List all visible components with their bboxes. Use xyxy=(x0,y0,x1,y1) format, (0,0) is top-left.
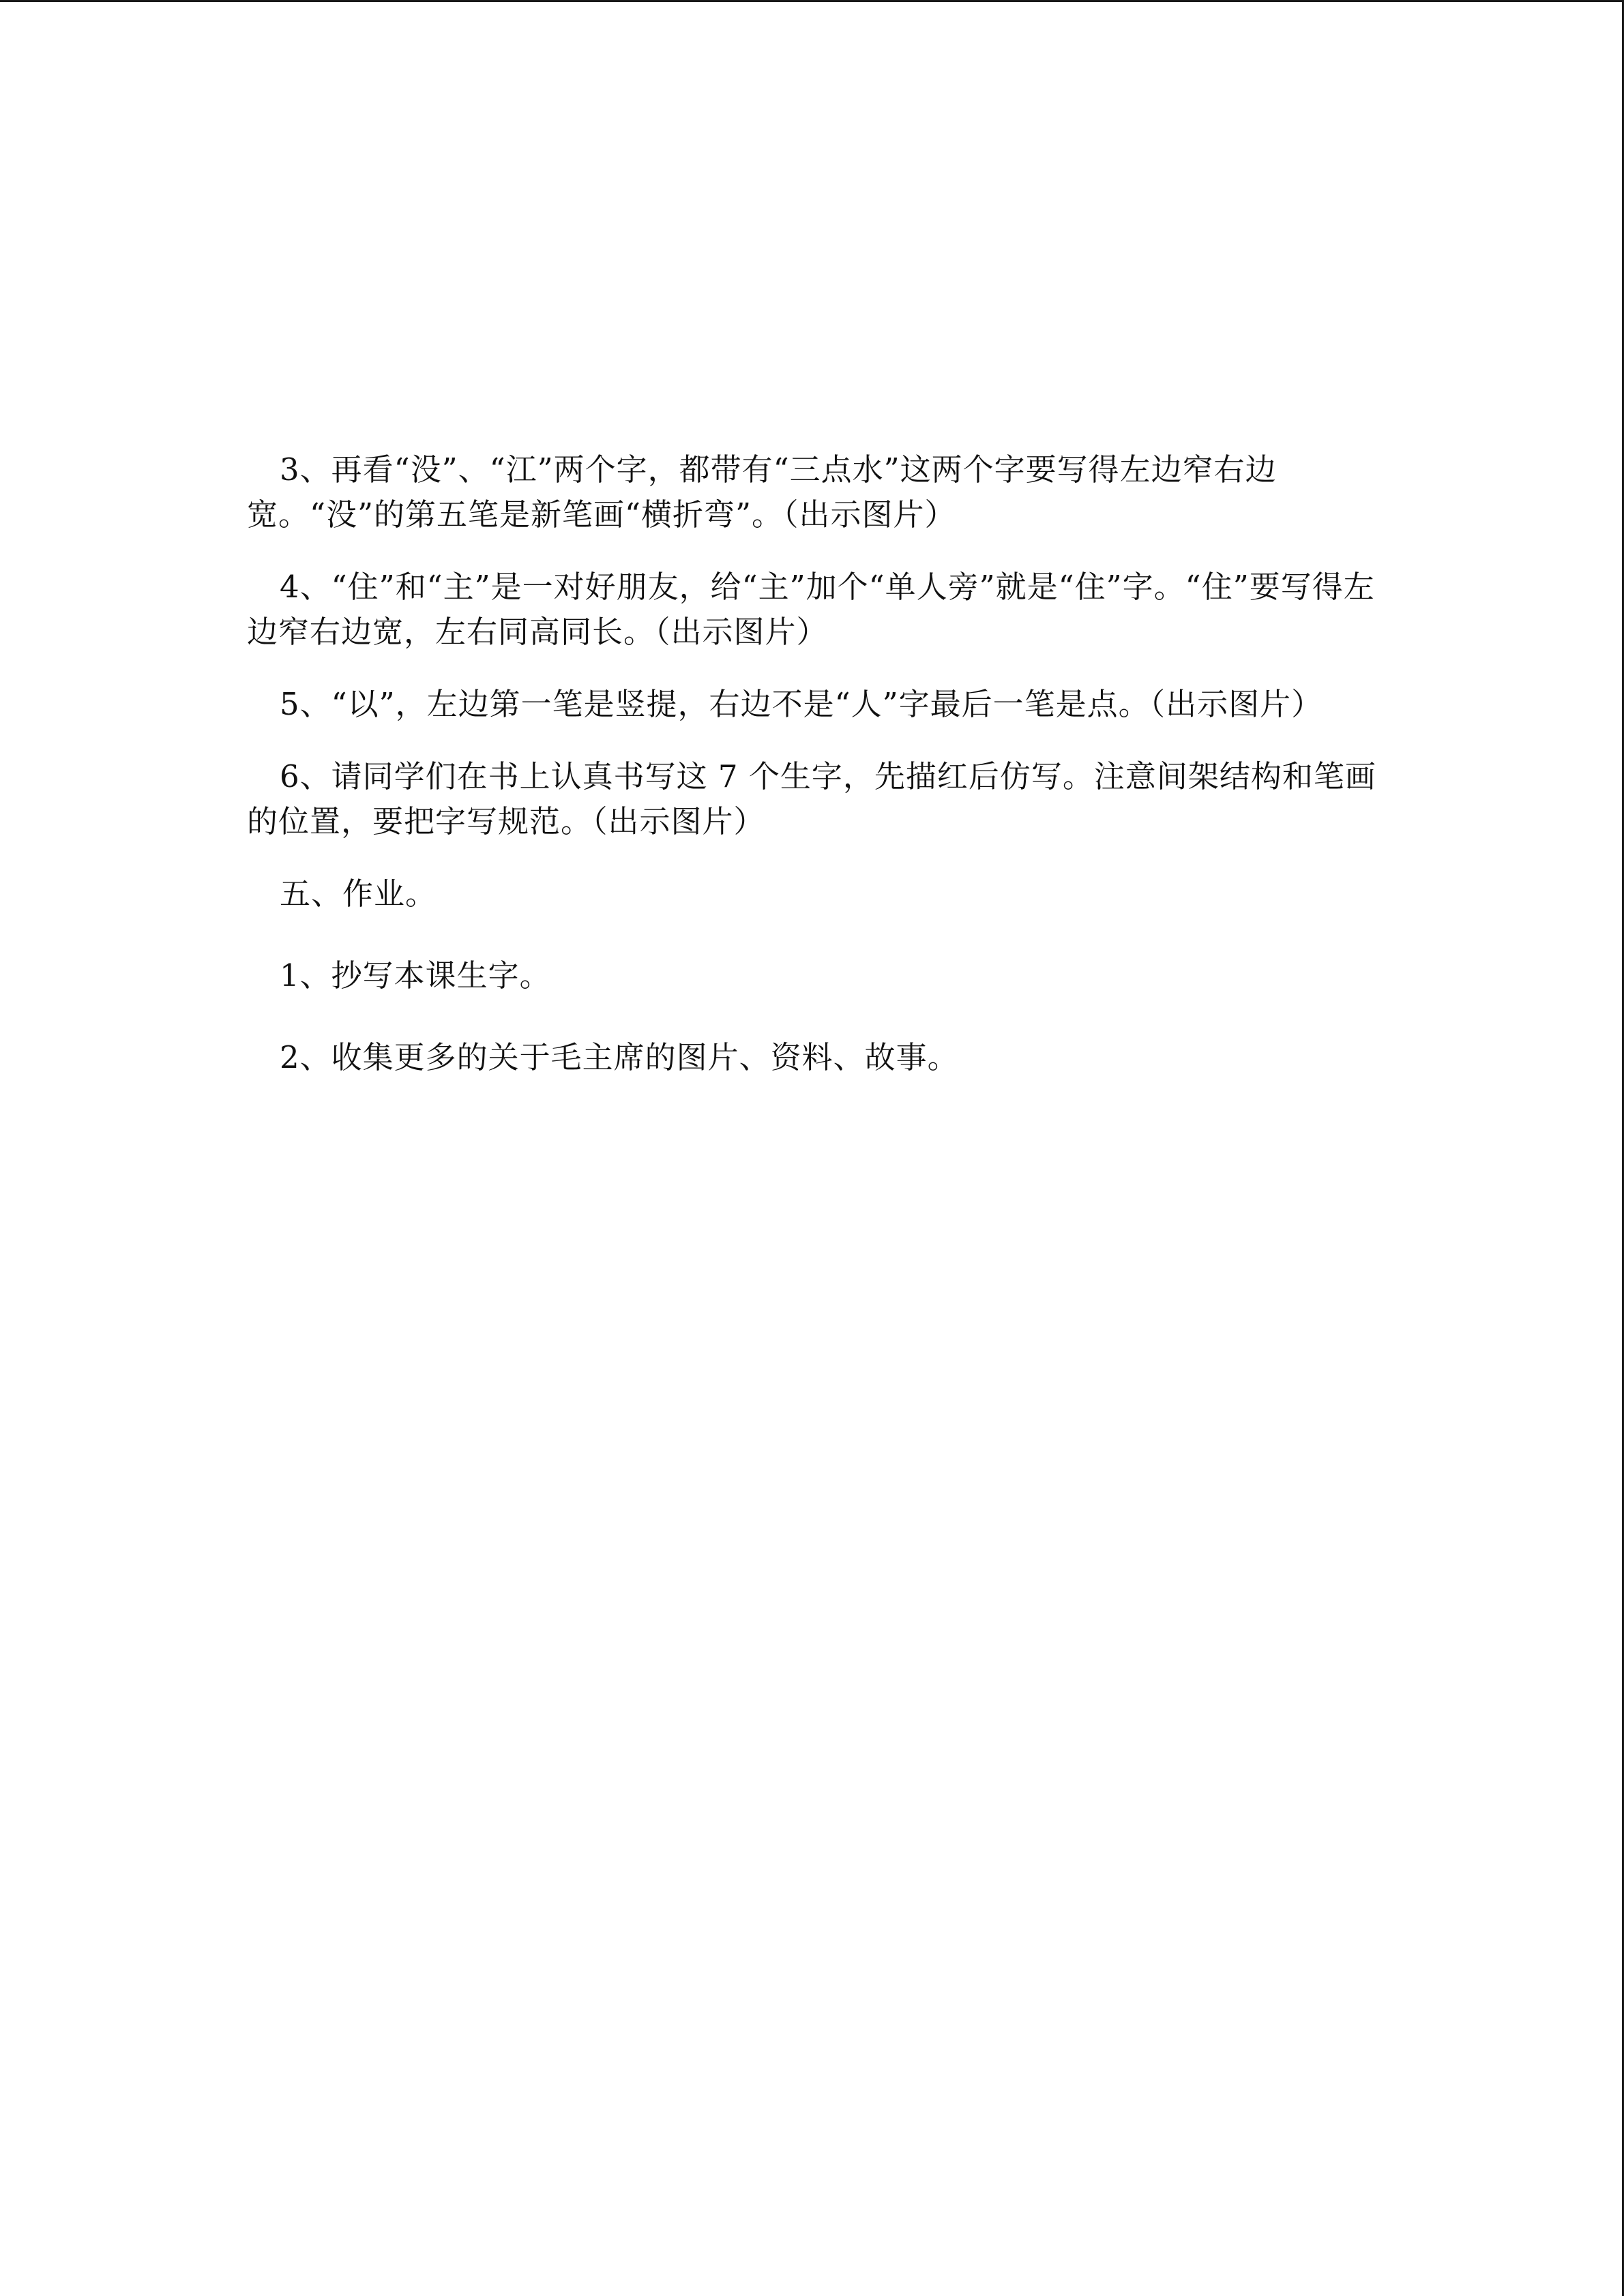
document-body xyxy=(247,447,1378,1117)
section-heading-homework: 五、作业。 xyxy=(280,876,437,912)
paragraph-step-4: 4、“住”和“主”是一对好朋友，给“主”加个“单人旁”就是“住”字。“住”要写得左边窄右边宽，左右同高同长。（出示图片） xyxy=(247,569,1375,650)
page-top-border xyxy=(0,0,1624,2)
paragraph-step-5: 5、“以”，左边第一笔是竖提，右边不是“人”字最后一笔是点。（出示图片） xyxy=(280,686,1323,722)
paragraph-step-6: 6、请同学们在书上认真书写这 7 个生字，先描红后仿写。注意间架结构和笔画的位置，要把字写规范。（出示图片） xyxy=(247,758,1376,839)
paragraph-step-3: 3、再看“没”、“江”两个字，都带有“三点水”这两个字要写得左边窄右边宽。“没”的第五笔是新笔画“横折弯”。（出示图片） xyxy=(247,451,1277,533)
homework-item-1: 1、抄写本课生字。 xyxy=(280,957,551,994)
homework-item-2: 2、收集更多的关于毛主席的图片、资料、故事。 xyxy=(280,1039,959,1075)
